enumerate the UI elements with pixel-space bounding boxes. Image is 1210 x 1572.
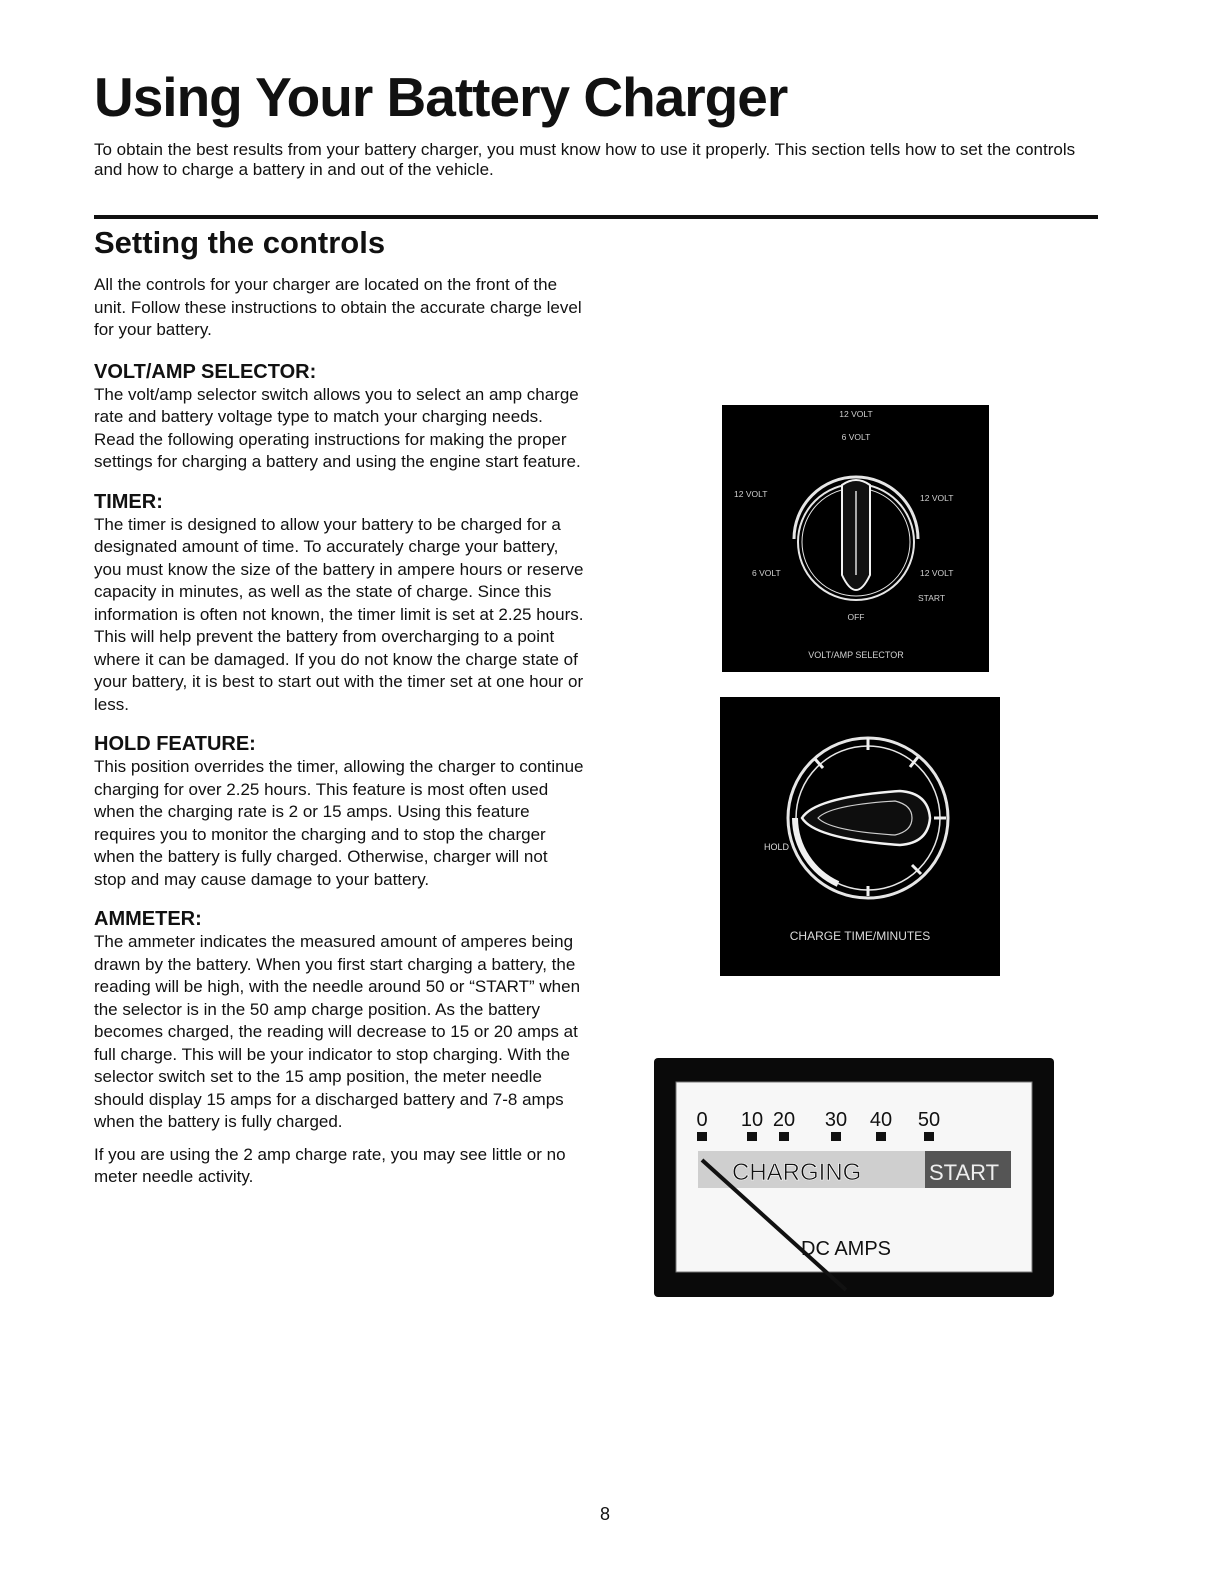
ammeter-scale-mark [831, 1132, 841, 1141]
start-label: START [929, 1160, 1000, 1185]
ammeter-scale-mark [747, 1132, 757, 1141]
subsection-body: The volt/amp selector switch allows you to select an amp charge rate and battery voltage type to match your charging needs. Read the following operating instructions for making the proper settings for charging a battery and using the engine start feature. [94, 384, 581, 471]
subsection-body: The ammeter indicates the measured amount of amperes being drawn by the battery. When you first start charging a battery, the reading will be high, with the needle around 50 or “START” when the selector is in the 50 amp charge position. As the battery becomes charged, the reading will decrease to 15 or 20 amps at full charge. This will be your indicator to stop charging. With the selector switch set to the 15 amp position, the meter needle should display 15 amps for a discharged battery and 7-8 amps when the battery is fully charged. [94, 932, 581, 1131]
intro-paragraph: To obtain the best results from your battery charger, you must know how to use it properly. This section tells how to set the controls and how to charge a battery in and out of the vehicle. [94, 140, 1076, 179]
text-column [94, 274, 584, 1205]
subsection-heading: TIMER: [94, 490, 163, 513]
subsection-body: The timer is designed to allow your battery to be charged for a designated amount of time. To accurately charge your battery, you must know the size of the battery in ampere hours or reserve capacity in minutes, as well as the state of charge. Since this information is often not known, the timer limit is set at 2.25 hours. This will help prevent the battery from overcharging to a point where it can be damaged. If you do not know the charge state of your battery, it is best to start out with the timer set at one hour or less. [94, 514, 584, 714]
ammeter-image [654, 1058, 1054, 1297]
timer-dial-image [720, 697, 1000, 976]
subsection-ammeter [94, 907, 584, 1189]
subsection-heading: HOLD FEATURE: [94, 733, 256, 755]
selector-label: 12 VOLT [839, 409, 873, 419]
selector-caption: VOLT/AMP SELECTOR [808, 650, 904, 660]
ammeter-scale-label: 30 [824, 1109, 848, 1131]
subsection-hold-feature [94, 732, 584, 891]
timer-hold-label: HOLD [764, 842, 790, 852]
subsection-timer [94, 490, 584, 717]
ammeter-scale-mark [876, 1132, 886, 1141]
section-divider [94, 215, 1098, 219]
page-title: Using Your Battery Charger [94, 66, 788, 128]
ammeter-units-label: DC AMPS [801, 1238, 892, 1260]
selector-label: 12 VOLT [734, 489, 768, 499]
ammeter-scale-label: 0 [696, 1109, 708, 1131]
timer-knob-pointer [802, 791, 930, 845]
subsection-heading: VOLT/AMP SELECTOR: [94, 360, 317, 383]
ammeter-scale-label: 50 [917, 1109, 941, 1131]
page-number: 8 [599, 1504, 610, 1524]
timer-tick [912, 865, 921, 874]
subsection-body-extra: If you are using the 2 amp charge rate, you may see little or no meter needle activity. [94, 1144, 566, 1186]
ammeter-scale-mark [697, 1132, 707, 1141]
ammeter-scale-label: 40 [869, 1109, 893, 1131]
selector-label: 12 VOLT [920, 493, 954, 503]
charging-label: CHARGING [732, 1159, 862, 1186]
subsection-volt-amp-selector [94, 360, 584, 474]
subsection-heading: AMMETER: [94, 908, 202, 930]
selector-label: START [918, 593, 946, 603]
timer-caption: CHARGE TIME/MINUTES [789, 929, 931, 943]
selector-label: 6 VOLT [841, 432, 871, 442]
selector-label: 6 VOLT [752, 568, 781, 578]
section-intro: All the controls for your charger are located on the front of the unit. Follow these instructions to obtain the accurate charge level for your battery. [94, 275, 582, 339]
ammeter-scale-label: 20 [772, 1109, 796, 1131]
ammeter-scale-mark [924, 1132, 934, 1141]
volt-amp-selector-image [722, 405, 989, 672]
selector-label: 12 VOLT [920, 568, 954, 578]
section-title: Setting the controls [94, 225, 386, 260]
ammeter-scale-mark [779, 1132, 789, 1141]
ammeter-scale-label: 10 [740, 1109, 764, 1131]
subsection-body: This position overrides the timer, allowing the charger to continue charging for over 2.25 hours. This feature is most often used when the charging rate is 2 or 15 amps. Using this feature requires you to monitor the charging and to stop the charger when the battery is fully charged. Otherwise, charger will not stop and may cause damage to your battery. [94, 757, 584, 889]
selector-label: OFF [847, 612, 865, 622]
